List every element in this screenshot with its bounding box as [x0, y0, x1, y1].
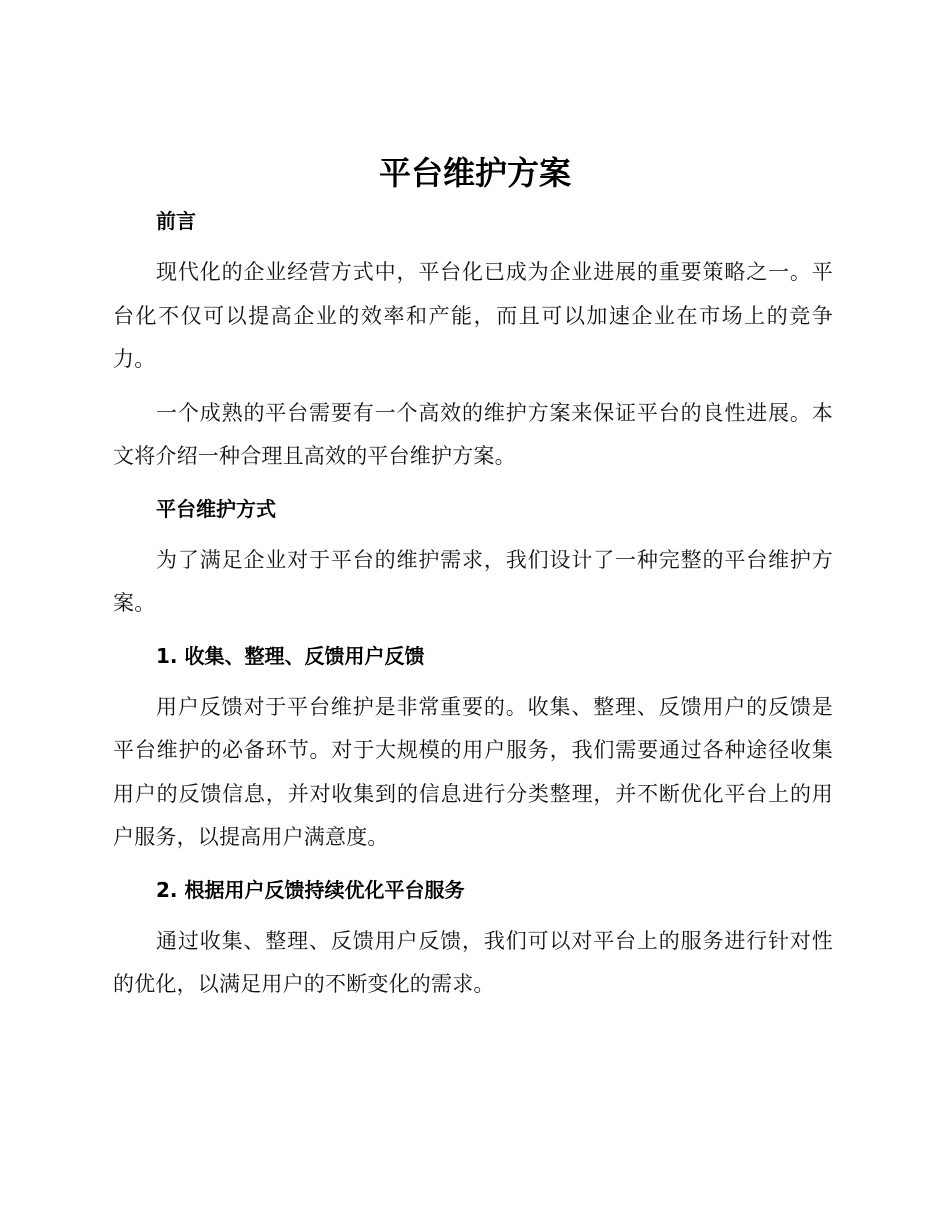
preface-paragraph-1: 现代化的企业经营方式中，平台化已成为企业进展的重要策略之一。平台化不仅可以提高企业的效率和产能，而且可以加速企业在市场上的竞争力。: [113, 260, 833, 371]
spacer: [113, 382, 833, 392]
spacer: [113, 910, 833, 920]
spacer: [113, 241, 833, 251]
item1-heading: 1. 收集、整理、反馈用户反馈: [156, 643, 425, 668]
spacer: [113, 676, 833, 686]
item2-heading: 2. 根据用户反馈持续优化平台服务: [156, 877, 465, 902]
method-heading: 平台维护方式: [156, 496, 276, 521]
spacer: [113, 860, 833, 870]
preface-heading: 前言: [156, 209, 196, 233]
spacer: [113, 529, 833, 539]
item2-paragraph: 通过收集、整理、反馈用户反馈，我们可以对平台上的服务进行针对性的优化，以满足用户的不断变化的需求。: [113, 928, 833, 996]
document-body: [113, 201, 833, 1007]
item1-paragraph: 用户反馈对于平台维护是非常重要的。收集、整理、反馈用户的反馈是平台维护的必备环节。对于大规模的用户服务，我们需要通过各种途径收集用户的反馈信息，并对收集到的信息进行分类整理，并不断优化平台上的用户服务，以提高用户满意度。: [113, 694, 833, 849]
preface-paragraph-2: 一个成熟的平台需要有一个高效的维护方案来保证平台的良性进展。本文将介绍一种合理且高效的平台维护方案。: [113, 400, 833, 468]
document-title: 平台维护方案: [378, 154, 571, 192]
spacer: [113, 479, 833, 489]
spacer: [113, 626, 833, 636]
method-paragraph: 为了满足企业对于平台的维护需求，我们设计了一种完整的平台维护方案。: [113, 547, 833, 615]
